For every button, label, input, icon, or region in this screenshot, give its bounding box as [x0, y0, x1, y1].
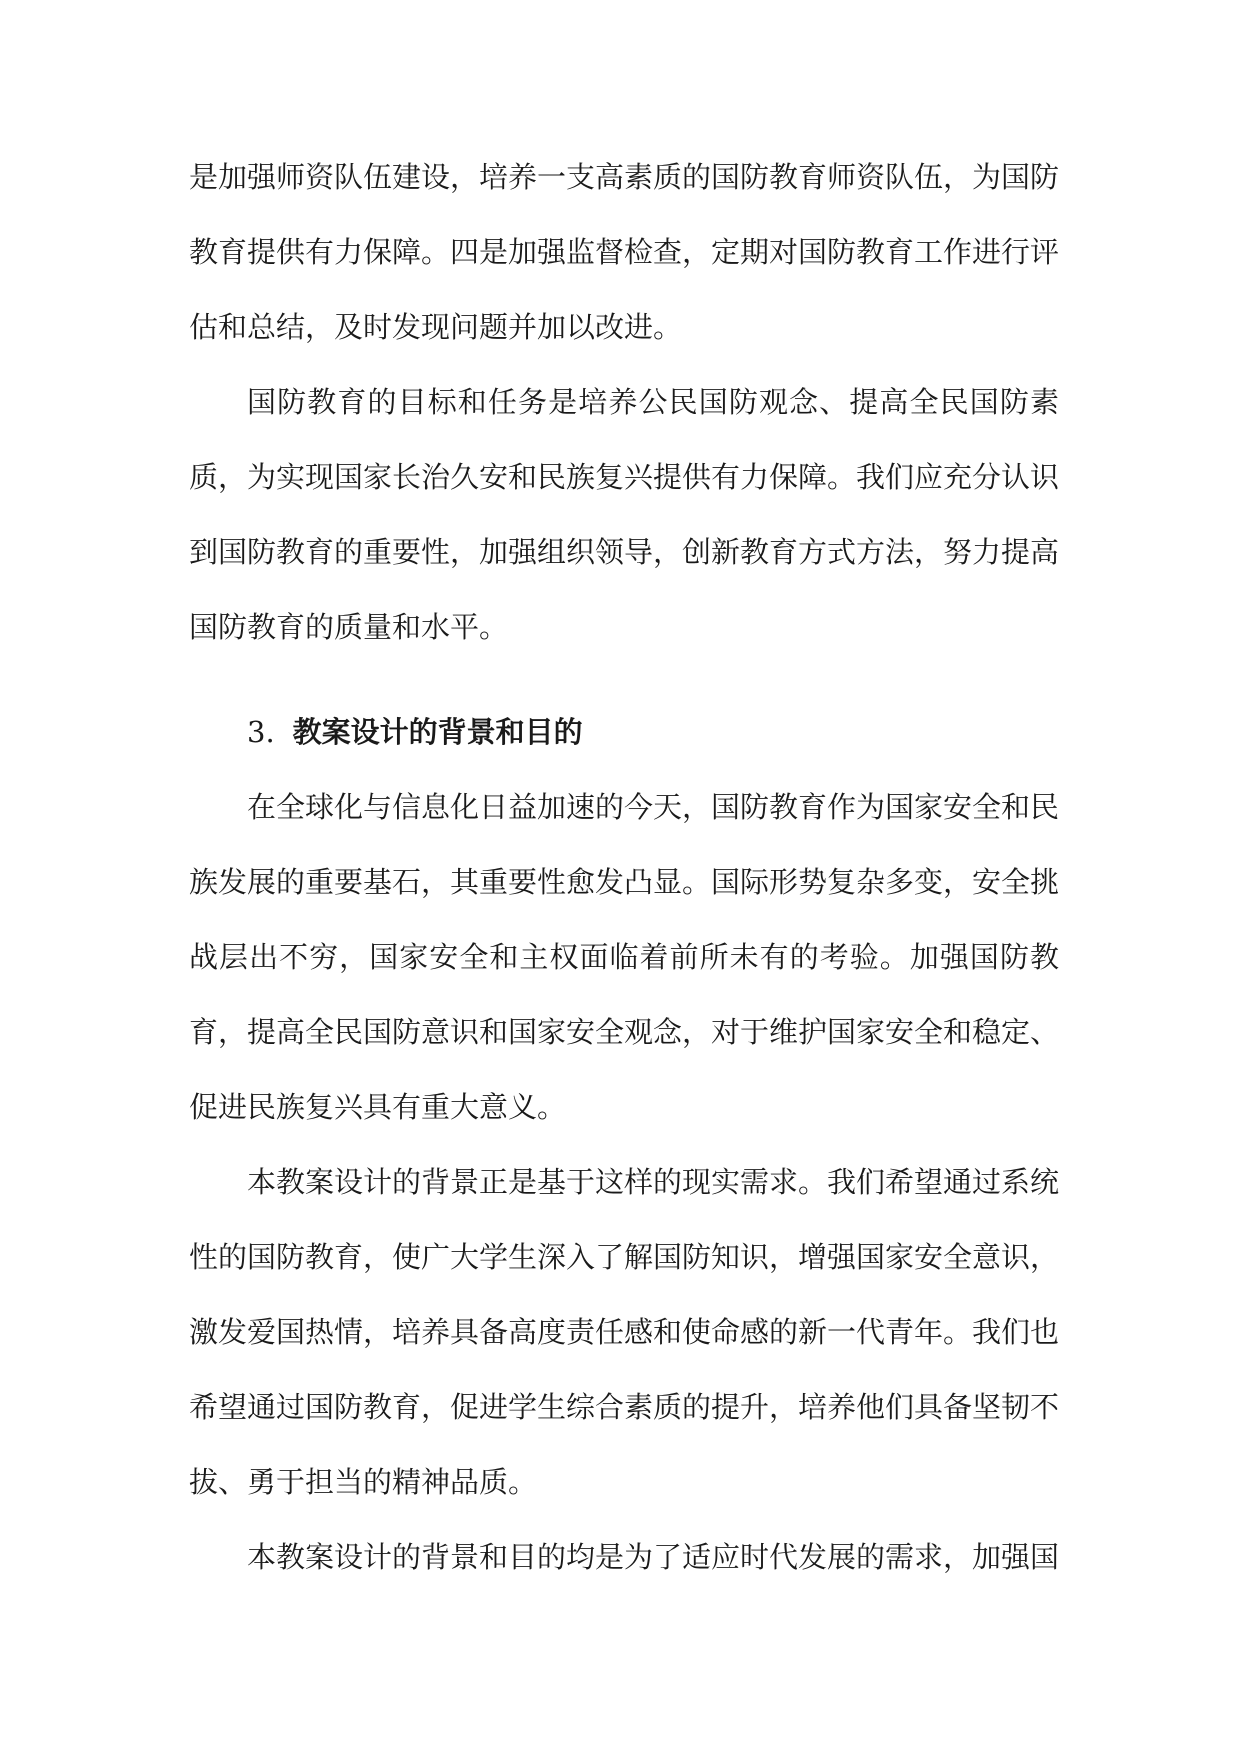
paragraph-background-needs: 本教案设计的背景正是基于这样的现实需求。我们希望通过系统性的国防教育，使广大学生深入了解国防知识，增强国家安全意识，激发爱国热情，培养具备高度责任感和使命感的新一代青年。我们也希望通过国防教育，促进学生综合素质的提升，培养他们具备坚韧不拔、勇于担当的精神品质。 — [189, 1165, 1060, 1499]
section-title: 教案设计的背景和目的 — [292, 715, 583, 749]
section-number: 3. — [247, 715, 275, 749]
paragraph-continued: 是加强师资队伍建设，培养一支高素质的国防教育师资队伍，为国防教育提供有力保障。四是加强监督检查，定期对国防教育工作进行评估和总结，及时发现问题并加以改进。 — [189, 160, 1060, 344]
paragraph-defense-education-goals: 国防教育的目标和任务是培养公民国防观念、提高全民国防素质，为实现国家长治久安和民族复兴提供有力保障。我们应充分认识到国防教育的重要性，加强组织领导，创新教育方式方法，努力提高国防教育的质量和水平。 — [189, 385, 1060, 644]
paragraph-background-global: 在全球化与信息化日益加速的今天，国防教育作为国家安全和民族发展的重要基石，其重要性愈发凸显。国际形势复杂多变，安全挑战层出不穷，国家安全和主权面临着前所未有的考验。加强国防教育，提高全民国防意识和国家安全观念，对于维护国家安全和稳定、促进民族复兴具有重大意义。 — [189, 790, 1060, 1124]
document-body — [189, 140, 1059, 1595]
paragraph-background-purpose: 本教案设计的背景和目的均是为了适应时代发展的需求，加强国 — [247, 1540, 1060, 1574]
section-heading — [189, 695, 1059, 770]
